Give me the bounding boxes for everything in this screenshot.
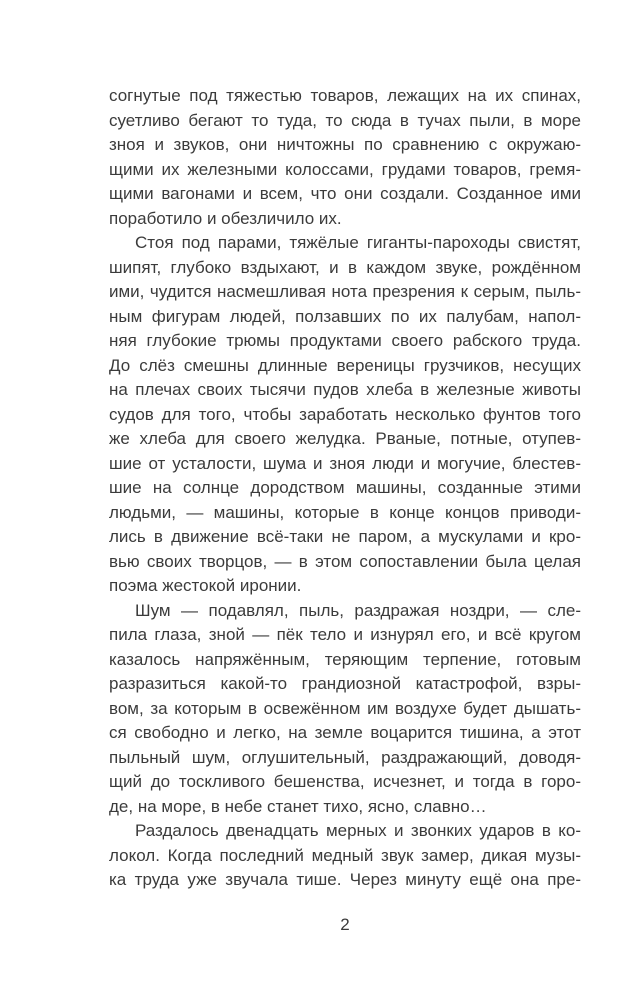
text-line: шипят, глубоко вздыхают, и в каждом звуке, рождённом bbox=[109, 257, 581, 277]
text-line: щий до тоскливого бешенства, исчезнет, и тогда в горо- bbox=[109, 772, 581, 791]
text-line: казалось напряжённым, теряющим терпение, готовым bbox=[109, 649, 581, 669]
text-line: ся свободно и легко, на земле воцарится тишина, а этот bbox=[109, 723, 581, 742]
text-line: пила глаза, зной — пёк тело и изнурял его, и всё кругом bbox=[109, 625, 581, 644]
text-line: де, на море, в небе станет тихо, ясно, славно… bbox=[109, 796, 487, 816]
text-line: разразиться какой-то грандиозной катастрофой, взры- bbox=[109, 674, 581, 693]
page-text bbox=[109, 84, 581, 893]
text-line: До слёз смешны длинные вереницы грузчиков, несущих bbox=[109, 355, 581, 375]
page-number: 2 bbox=[340, 915, 350, 934]
text-line: пыльный шум, оглушительный, раздражающий, доводя- bbox=[109, 747, 581, 767]
text-line: поработило и обезличило их. bbox=[109, 208, 342, 228]
text-line: на плечах своих тысячи пудов хлеба в железные животы bbox=[109, 380, 581, 399]
text-line: ка труда уже звучала тише. Через минуту ещё она пре- bbox=[109, 870, 581, 889]
text-line: поэма жестокой иронии. bbox=[109, 576, 302, 595]
text-line: шие от усталости, шума и зноя люди и могучие, блестев- bbox=[109, 453, 581, 473]
text-line: шие на солнце дородством машины, созданные этими bbox=[109, 478, 581, 497]
text-line: локол. Когда последний медный звук замер, дикая музы- bbox=[109, 845, 581, 865]
text-line: же хлеба для своего желудка. Рваные, потные, отупев- bbox=[109, 429, 581, 448]
text-line: Стоя под парами, тяжёлые гиганты-пароходы свистят, bbox=[135, 233, 581, 252]
text-line: лись в движение всё-таки не паром, а мускулами и кро- bbox=[109, 527, 581, 546]
text-line: суетливо бегают то туда, то сюда в тучах пыли, в море bbox=[109, 110, 581, 130]
text-line: ими, чудится насмешливая нота презрения к серым, пыль- bbox=[109, 282, 581, 301]
text-line: щими вагонами и всем, что они создали. Созданное ими bbox=[109, 184, 581, 203]
text-line: людьми, — машины, которые в конце концов приводи- bbox=[109, 502, 581, 522]
text-line: Раздалось двенадцать мерных и звонких ударов в ко- bbox=[135, 821, 581, 840]
text-line: вью своих творцов, — в этом сопоставлении была целая bbox=[109, 551, 581, 571]
text-line: ным фигурам людей, ползавших по их палубам, напол- bbox=[109, 306, 581, 326]
text-line: щими их железными колоссами, грудами товаров, гремя- bbox=[109, 159, 581, 179]
text-line: няя глубокие трюмы продуктами своего рабского труда. bbox=[109, 331, 581, 350]
text-line: зноя и звуков, они ничтожны по сравнению с окружаю- bbox=[109, 135, 581, 154]
text-line: согнутые под тяжестью товаров, лежащих на их спинах, bbox=[109, 86, 581, 105]
text-line: судов для того, чтобы заработать несколько фунтов того bbox=[109, 404, 581, 424]
text-line: вом, за которым в освежённом им воздухе будет дышать- bbox=[109, 698, 581, 718]
text-line: Шум — подавлял, пыль, раздражая ноздри, — сле- bbox=[135, 600, 581, 620]
